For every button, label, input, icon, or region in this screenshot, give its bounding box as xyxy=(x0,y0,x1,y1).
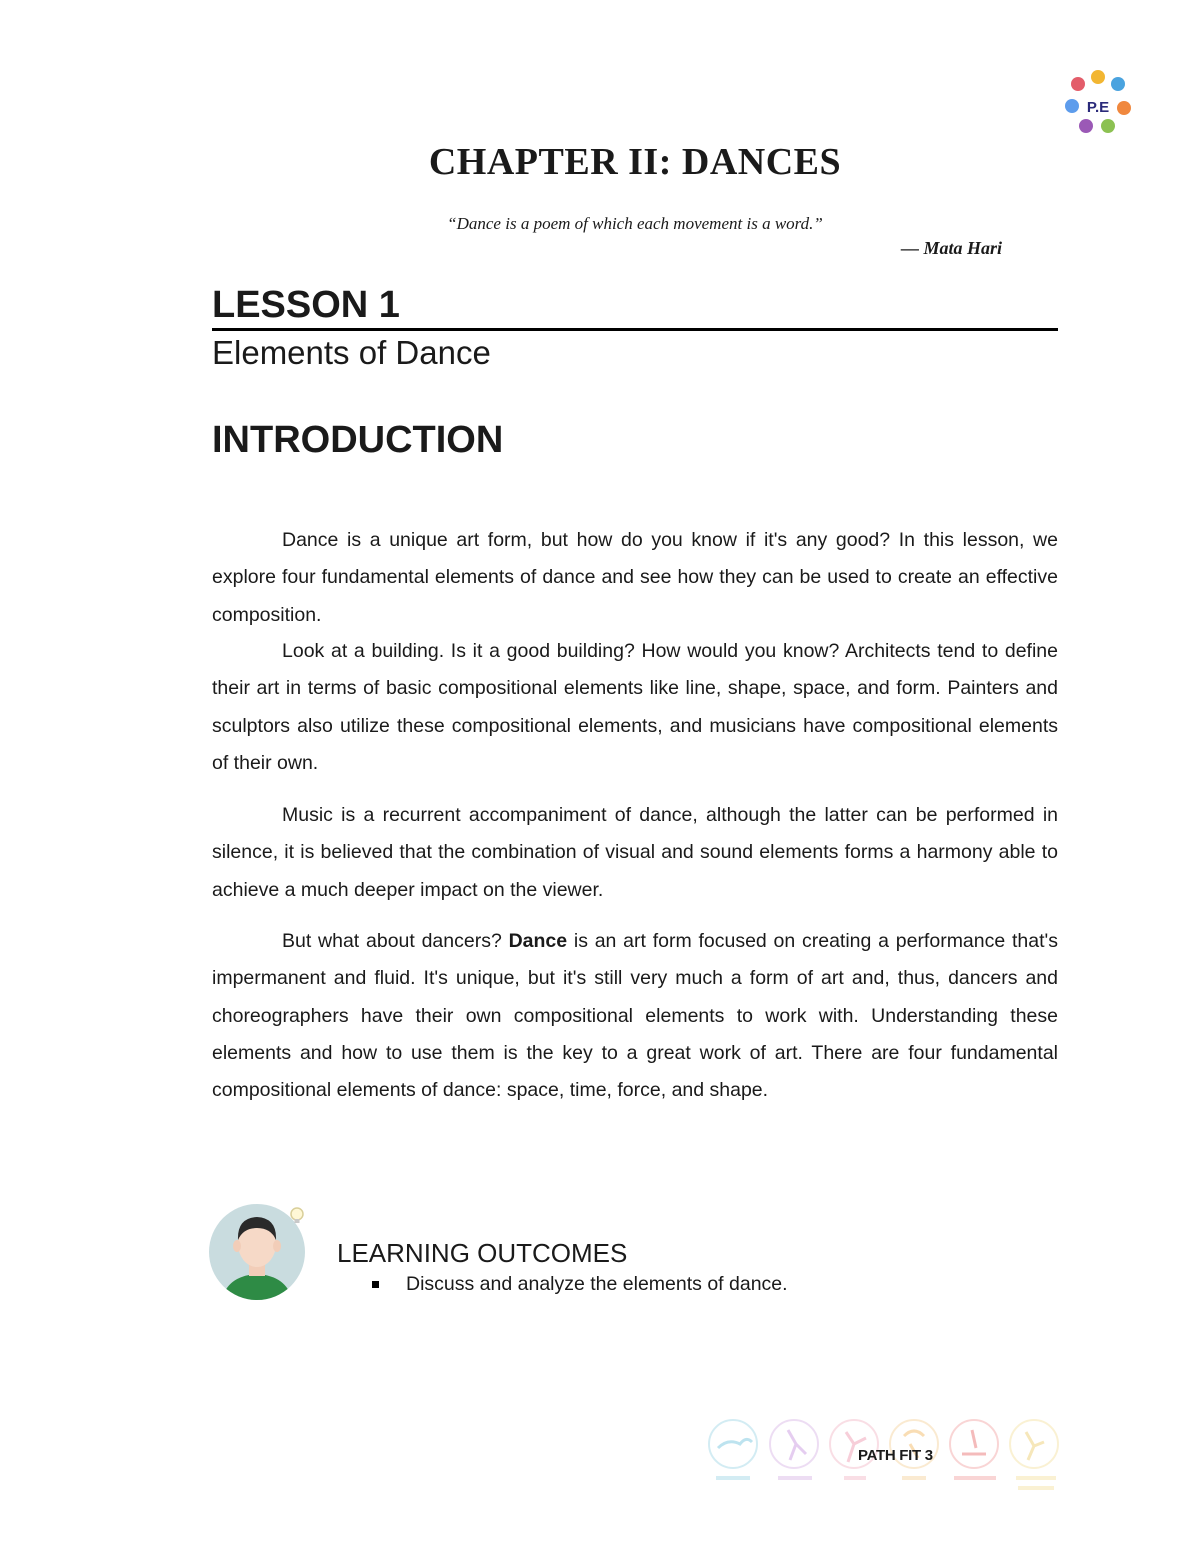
lesson-subtitle: Elements of Dance xyxy=(212,334,491,371)
intro-paragraph-1: Dance is a unique art form, but how do you know if it's any good? In this lesson, we explore four fundamental elements of dance and see how they can be used to create an effective composition. xyxy=(212,529,1058,626)
intro-paragraph-4: But what about dancers? Dance is an art form focused on creating a performance that's impermanent and fluid. It's unique, but it's still very much a form of art and, thus, dancers and choreographers have their own compositional elements to work with. Understanding these elements and how to use them is the key to a great work of art. There are four fundamental compositional elements of dance: space, time, force, and shape. xyxy=(212,930,1058,1102)
svg-text:P.E: P.E xyxy=(1086,99,1110,116)
bullet-icon xyxy=(372,1281,379,1288)
intro-paragraph-2: Look at a building. Is it a good building? How would you know? Architects tend to define their art in terms of basic compositional elements like line, shape, space, and form. Painters and sculptors also utilize these compositional elements, and musicians have compositional elements of their own. xyxy=(212,640,1058,774)
lesson-divider xyxy=(212,328,1058,331)
learning-outcomes-list xyxy=(372,1270,788,1298)
chapter-title: CHAPTER II: DANCES xyxy=(428,141,842,183)
dance-bold-term: Dance xyxy=(508,930,568,952)
intro-paragraph-3: Music is a recurrent accompaniment of dance, although the latter can be performed in silence, it is believed that the combination of visual and sound elements forms a harmony able to achieve a much deeper impact on the viewer. xyxy=(212,804,1058,901)
introduction-heading: INTRODUCTION xyxy=(212,419,504,461)
lesson-title: LESSON 1 xyxy=(212,284,400,326)
student-avatar-icon xyxy=(205,1200,313,1304)
pe-logo xyxy=(1062,70,1136,140)
quote: “Dance is a poem of which each movement is a word.” xyxy=(447,214,823,233)
learning-outcomes-heading: LEARNING OUTCOMES xyxy=(337,1238,628,1268)
footer-course-label: PATH FIT 3 xyxy=(858,1447,933,1464)
quote-attribution: — Mata Hari xyxy=(900,238,1002,258)
list-item: Discuss and analyze the elements of dance. xyxy=(372,1270,788,1298)
